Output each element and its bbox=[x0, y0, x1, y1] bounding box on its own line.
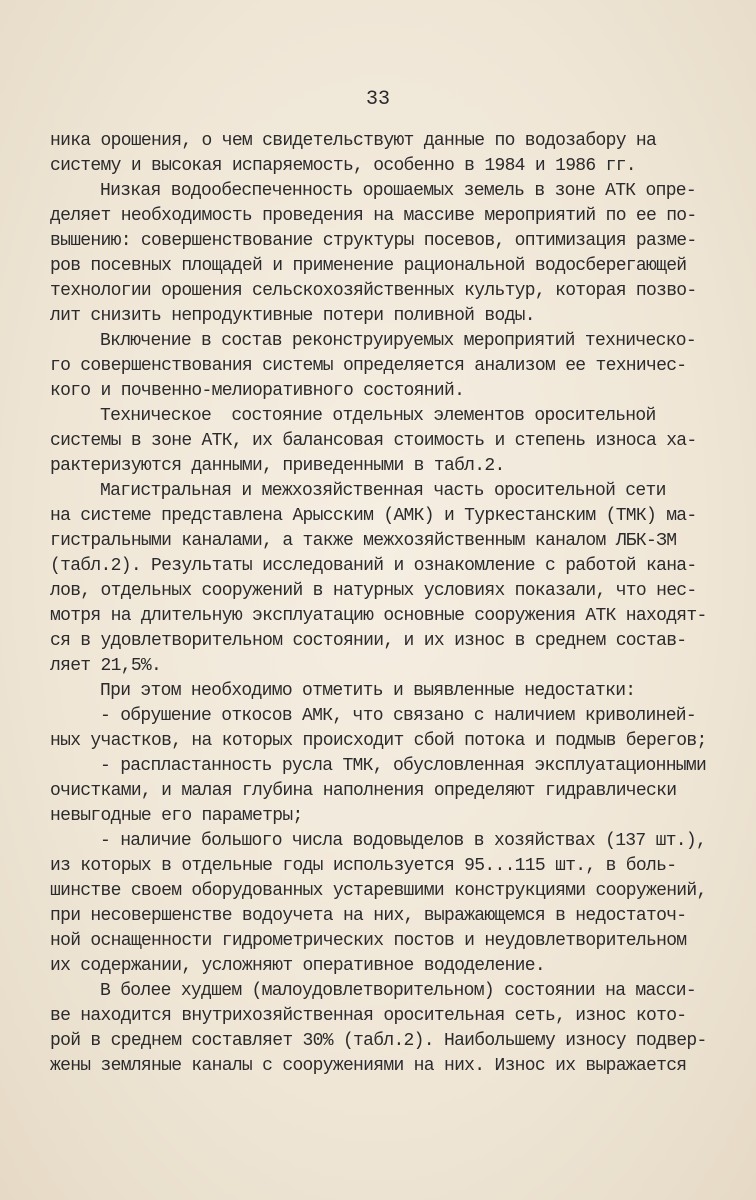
text-line: деляет необходимость проведения на массиве мероприятий по ее по- bbox=[50, 206, 697, 226]
text-line: рой в среднем составляет 30% (табл.2). Наибольшему износу подвер- bbox=[50, 1031, 707, 1051]
text-line: шинстве своем оборудованных устаревшими конструкциями сооружений, bbox=[50, 881, 707, 901]
text-line: - обрушение откосов АМК, что связано с наличием криволиней- bbox=[100, 706, 697, 726]
text-line: ве находится внутрихозяйственная оросительная сеть, износ кото- bbox=[50, 1006, 687, 1026]
text-line: рактеризуются данными, приведенными в табл.2. bbox=[50, 456, 505, 476]
text-line: ных участков, на которых происходит сбой потока и подмыв берегов; bbox=[50, 731, 707, 751]
text-line: при несовершенстве водоучета на них, выражающемся в недостаточ- bbox=[50, 906, 687, 926]
text-line: ляет 21,5%. bbox=[50, 656, 162, 676]
text-line: Низкая водообеспеченность орошаемых земель в зоне АТК опре- bbox=[100, 181, 697, 201]
text-line: го совершенствования системы определяется анализом ее техничес- bbox=[50, 356, 687, 376]
text-line: лит снизить непродуктивные потери поливной воды. bbox=[50, 306, 535, 326]
text-line: - распластанность русла ТМК, обусловленная эксплуатационными bbox=[100, 756, 707, 776]
text-line: на системе представлена Арысским (АМК) и Туркестанским (ТМК) ма- bbox=[50, 506, 697, 526]
text-line: Включение в состав реконструируемых мероприятий техническо- bbox=[100, 331, 697, 351]
text-line: системы в зоне АТК, их балансовая стоимость и степень износа ха- bbox=[50, 431, 697, 451]
text-line: Техническое состояние отдельных элементов оросительной bbox=[100, 406, 656, 426]
text-line: При этом необходимо отметить и выявленные недостатки: bbox=[100, 681, 636, 701]
text-line: из которых в отдельные годы используется 95...115 шт., в боль- bbox=[50, 856, 677, 876]
text-line: (табл.2). Результаты исследований и ознакомление с работой кана- bbox=[50, 556, 697, 576]
text-line: ника орошения, о чем свидетельствуют данные по водозабору на bbox=[50, 131, 657, 151]
text-line: мотря на длительную эксплуатацию основные сооружения АТК находят- bbox=[50, 606, 707, 626]
text-line: лов, отдельных сооружений в натурных условиях показали, что нес- bbox=[50, 581, 697, 601]
text-line: гистральными каналами, а также межхозяйственным каналом ЛБК-ЗМ bbox=[50, 531, 677, 551]
text-line: очистками, и малая глубина наполнения определяют гидравлически bbox=[50, 781, 677, 801]
text-line: ров посевных площадей и применение рациональной водосберегающей bbox=[50, 256, 687, 276]
text-line: Магистральная и межхозяйственная часть оросительной сети bbox=[100, 481, 666, 501]
text-line: ся в удовлетворительном состоянии, и их износ в среднем состав- bbox=[50, 631, 687, 651]
page-number: 33 bbox=[365, 88, 390, 111]
text-line: - наличие большого числа водовыделов в хозяйствах (137 шт.), bbox=[100, 831, 707, 851]
text-line: жены земляные каналы с сооружениями на них. Износ их выражается bbox=[50, 1056, 687, 1076]
text-line: технологии орошения сельскохозяйственных культур, которая позво- bbox=[50, 281, 697, 301]
text-line: их содержании, усложняют оперативное вододеление. bbox=[50, 956, 545, 976]
text-line: систему и высокая испаряемость, особенно в 1984 и 1986 гг. bbox=[50, 156, 636, 176]
text-line: вышению: совершенствование структуры посевов, оптимизация разме- bbox=[50, 231, 697, 251]
text-line: В более худшем (малоудовлетворительном) состоянии на масси- bbox=[100, 981, 697, 1001]
text-line: невыгодные его параметры; bbox=[50, 806, 303, 826]
text-line: ной оснащенности гидрометрических постов и неудовлетворительном bbox=[50, 931, 687, 951]
text-line: кого и почвенно-мелиоративного состояний. bbox=[50, 381, 465, 401]
